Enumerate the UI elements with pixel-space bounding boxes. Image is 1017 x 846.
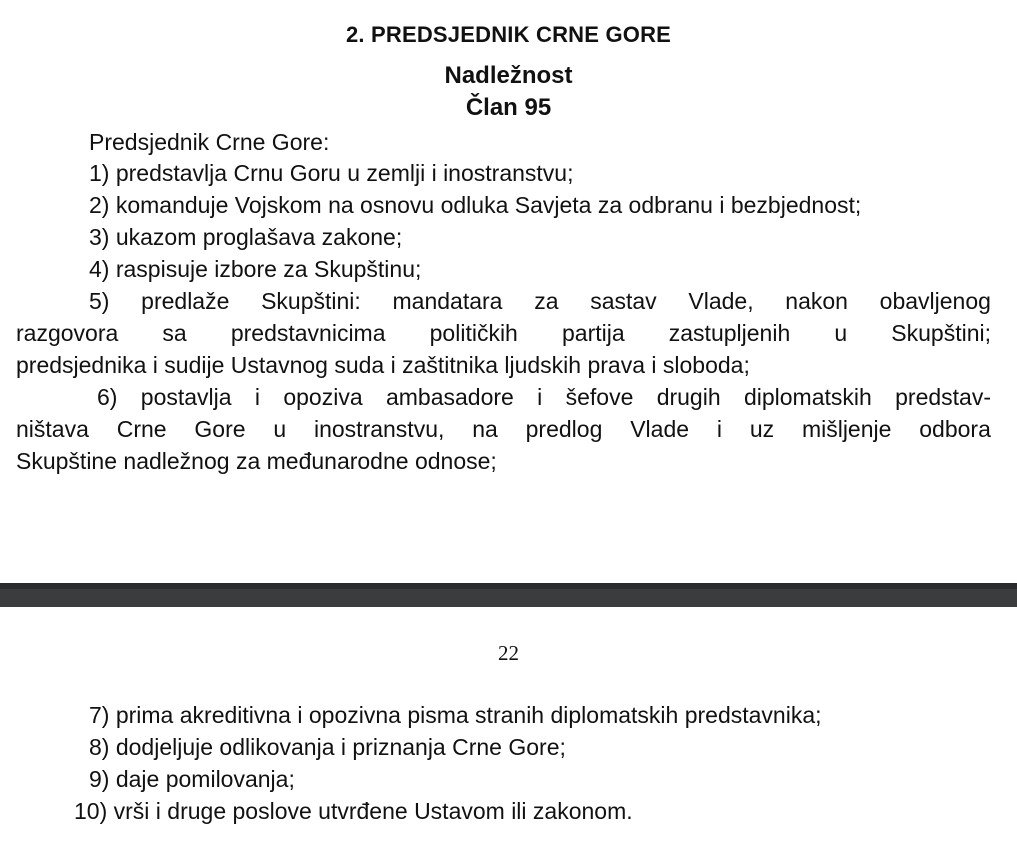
list-item-6-line-2-word: u	[273, 416, 287, 442]
list-item-9: 9) daje pomilovanja;	[89, 766, 295, 792]
list-item-6-line-1-word: 6)	[97, 384, 118, 410]
list-item-6-line-2-word: inostranstvu,	[313, 416, 445, 442]
list-item-2: 2) komanduje Vojskom na osnovu odluka Savjeta za odbranu i bezbjednost;	[89, 192, 862, 218]
list-item-5-line-1-word: predlaže	[141, 288, 230, 314]
list-item-6-line-1-word: opoziva	[283, 384, 363, 410]
list-item-5-line-1-word: sastav	[590, 288, 657, 314]
list-item-5-line-1-word: obavljenog	[879, 288, 991, 314]
list-item-5-line-2	[16, 318, 991, 348]
list-item-6-line-2-word: uz	[749, 416, 775, 442]
list-item-6-line-1-word: predstav-	[895, 384, 991, 410]
intro-text: Predsjednik Crne Gore:	[89, 129, 330, 155]
list-item-6-line-3: Skupštine nadležnog za međunarodne odnose;	[16, 448, 497, 474]
list-item-6-line-2-word: ništava	[16, 416, 89, 442]
list-item-10: 10) vrši i druge poslove utvrđene Ustavom ili zakonom.	[74, 798, 633, 824]
list-item-5-line-1-word: Vlade,	[688, 288, 754, 314]
list-item-5-line-2-word: političkih	[429, 320, 518, 346]
list-item-4: 4) raspisuje izbore za Skupštinu;	[89, 256, 422, 282]
list-item-6-line-1-word: drugih	[656, 384, 721, 410]
list-item-5-line-2-word: razgovora	[16, 320, 119, 346]
list-item-6-line-1	[97, 382, 991, 412]
list-item-6-line-2-word: mišljenje	[801, 416, 892, 442]
list-item-5-line-2-word: u	[834, 320, 848, 346]
list-item-6-line-2-word: Crne	[116, 416, 167, 442]
page-separator-edge	[0, 583, 1017, 589]
list-item-6-line-1-word: ambasadore	[385, 384, 514, 410]
list-item-1: 1) predstavlja Crnu Goru u zemlji i inostranstvu;	[89, 160, 574, 186]
list-item-6-line-2-word: odbora	[919, 416, 991, 442]
article-number: Član 95	[465, 94, 552, 121]
list-item-6-line-2-word: Gore	[194, 416, 246, 442]
list-item-5-line-3: predsjednika i sudije Ustavnog suda i zaštitnika ljudskih prava i sloboda;	[16, 352, 750, 378]
list-item-6-line-2-word: Vlade	[630, 416, 690, 442]
page-separator	[0, 583, 1017, 607]
subheading-competence: Nadležnost	[444, 62, 573, 89]
list-item-6-line-1-word: diplomatskih	[743, 384, 872, 410]
list-item-8: 8) dodjeljuje odlikovanja i priznanja Crne Gore;	[89, 734, 566, 760]
list-item-3: 3) ukazom proglašava zakone;	[89, 224, 403, 250]
list-item-6-line-1-word: postavlja	[140, 384, 232, 410]
list-item-6-line-1-word: šefove	[565, 384, 634, 410]
list-item-5-line-1	[89, 286, 991, 316]
list-item-6-line-2-word: na	[472, 416, 498, 442]
list-item-6-line-1-word: i	[254, 384, 261, 410]
list-item-5-line-1-word: nakon	[785, 288, 848, 314]
list-item-6-line-1-word: i	[537, 384, 543, 410]
list-item-7: 7) prima akreditivna i opozivna pisma stranih diplomatskih predstavnika;	[89, 702, 822, 728]
list-item-5-line-2-word: zastupljenih	[668, 320, 791, 346]
list-item-5-line-2-word: sa	[162, 320, 187, 346]
list-item-5-line-1-word: 5)	[89, 288, 110, 314]
section-heading: 2. PREDSJEDNIK CRNE GORE	[345, 22, 672, 47]
list-item-6-line-2-word: i	[716, 416, 722, 442]
list-item-6-line-2-word: predlog	[525, 416, 603, 442]
list-item-6-line-2	[16, 414, 991, 444]
list-item-5-line-1-word: mandatara	[392, 288, 503, 314]
page-number: 22	[498, 641, 519, 665]
list-item-5-line-2-word: partija	[561, 320, 625, 346]
list-item-5-line-1-word: Skupštini:	[261, 288, 361, 314]
list-item-5-line-2-word: predstavnicima	[230, 320, 386, 346]
list-item-5-line-2-word: Skupštini;	[891, 320, 991, 346]
list-item-5-line-1-word: za	[534, 288, 559, 314]
